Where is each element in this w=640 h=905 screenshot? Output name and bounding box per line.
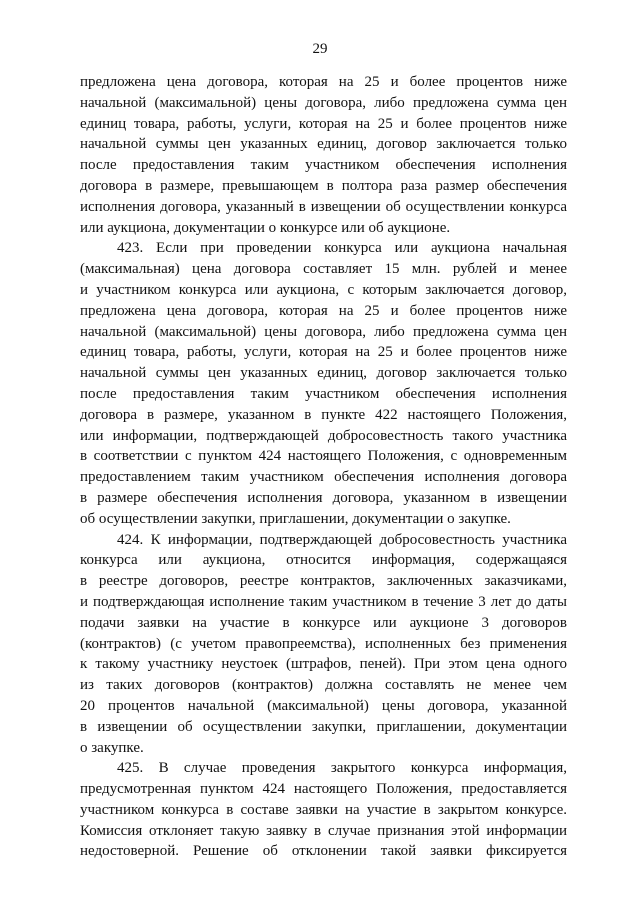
paragraph-line: предусмотренная пунктом 424 настоящего Положения, предоставляется <box>80 781 567 798</box>
paragraph-line: недостоверной. Решение об отклонении такой заявки фиксируется <box>80 843 567 860</box>
paragraph-line: или информации, подтверждающей добросовестность такого участника <box>80 427 567 444</box>
paragraph-line: единиц товара, работы, услуги, которая на 25 и более процентов ниже <box>80 115 567 132</box>
paragraph-line: Комиссия отклоняет такую заявку в случае признания этой информации <box>80 822 567 839</box>
paragraph-line: к такому участнику неустоек (штрафов, пеней). При этом цена одного <box>80 656 567 673</box>
paragraph-line: (контрактов) (с учетом правопреемства), исполненных без применения <box>80 635 567 652</box>
paragraph-line: после предоставления таким участником обеспечения исполнения <box>80 385 567 402</box>
paragraph-line: в соответствии с пунктом 424 настоящего Положения, с одновременным <box>80 448 567 465</box>
paragraph-line: подачи заявки на участие в конкурсе или аукционе 3 договоров <box>80 614 567 631</box>
paragraph-line: исполнения договора, указанный в извещении об осуществлении конкурса <box>80 198 567 215</box>
paragraph-line: начальной суммы цен указанных единиц, договор заключается только <box>80 136 567 153</box>
paragraph-line: 424. К информации, подтверждающей добросовестность участника <box>117 531 567 548</box>
paragraph-line: единиц товара, работы, услуги, которая на 25 и более процентов ниже <box>80 344 567 361</box>
paragraph-line: начальной (максимальной) цены договора, либо предложена сумма цен <box>80 323 567 340</box>
paragraph-line: 425. В случае проведения закрытого конкурса информация, <box>117 760 567 777</box>
paragraph-line: в извещении об осуществлении закупки, приглашении, документации <box>80 718 567 735</box>
paragraph-line: из таких договоров (контрактов) должна составлять не менее чем <box>80 677 567 694</box>
document-body <box>80 72 567 862</box>
paragraph-line: 423. Если при проведении конкурса или аукциона начальная <box>117 240 567 257</box>
paragraph-line: в реестре договоров, реестре контрактов, заключенных заказчиками, <box>80 573 567 590</box>
paragraph-line: конкурса или аукциона, относится информация, содержащаяся <box>80 552 567 569</box>
paragraph-line: и подтверждающая исполнение таким участником в течение 3 лет до даты <box>80 593 567 610</box>
paragraph-line: и участником конкурса или аукциона, с которым заключается договор, <box>80 281 567 298</box>
paragraph-line: договора в размере, превышающем в полтора раза размер обеспечения <box>80 177 567 194</box>
paragraph-line: предоставлением таким участником обеспечения исполнения договора <box>80 469 567 486</box>
paragraph-line: начальной суммы цен указанных единиц, договор заключается только <box>80 365 567 382</box>
paragraph-line: или аукциона, документации о конкурсе или об аукционе. <box>80 219 451 236</box>
paragraph-line: (максимальная) цена договора составляет 15 млн. рублей и менее <box>80 261 567 278</box>
paragraph-line: участником конкурса в составе заявки на участие в закрытом конкурсе. <box>80 801 567 818</box>
page-number: 29 <box>312 41 328 57</box>
paragraph-line: предложена цена договора, которая на 25 и более процентов ниже <box>80 74 567 90</box>
paragraph-line: после предоставления таким участником обеспечения исполнения <box>80 157 567 174</box>
paragraph-line: начальной (максимальной) цены договора, либо предложена сумма цен <box>80 94 567 111</box>
paragraph-line: 20 процентов начальной (максимальной) цены договора, указанной <box>80 697 567 714</box>
paragraph-line: об осуществлении закупки, приглашении, документации о закупке. <box>80 510 511 527</box>
paragraph-line: договора в размере, указанном в пункте 422 настоящего Положения, <box>80 406 567 423</box>
paragraph-line: предложена цена договора, которая на 25 и более процентов ниже <box>80 302 567 319</box>
paragraph-line: в размере обеспечения исполнения договора, указанном в извещении <box>80 489 567 506</box>
paragraph-line: о закупке. <box>80 739 144 756</box>
